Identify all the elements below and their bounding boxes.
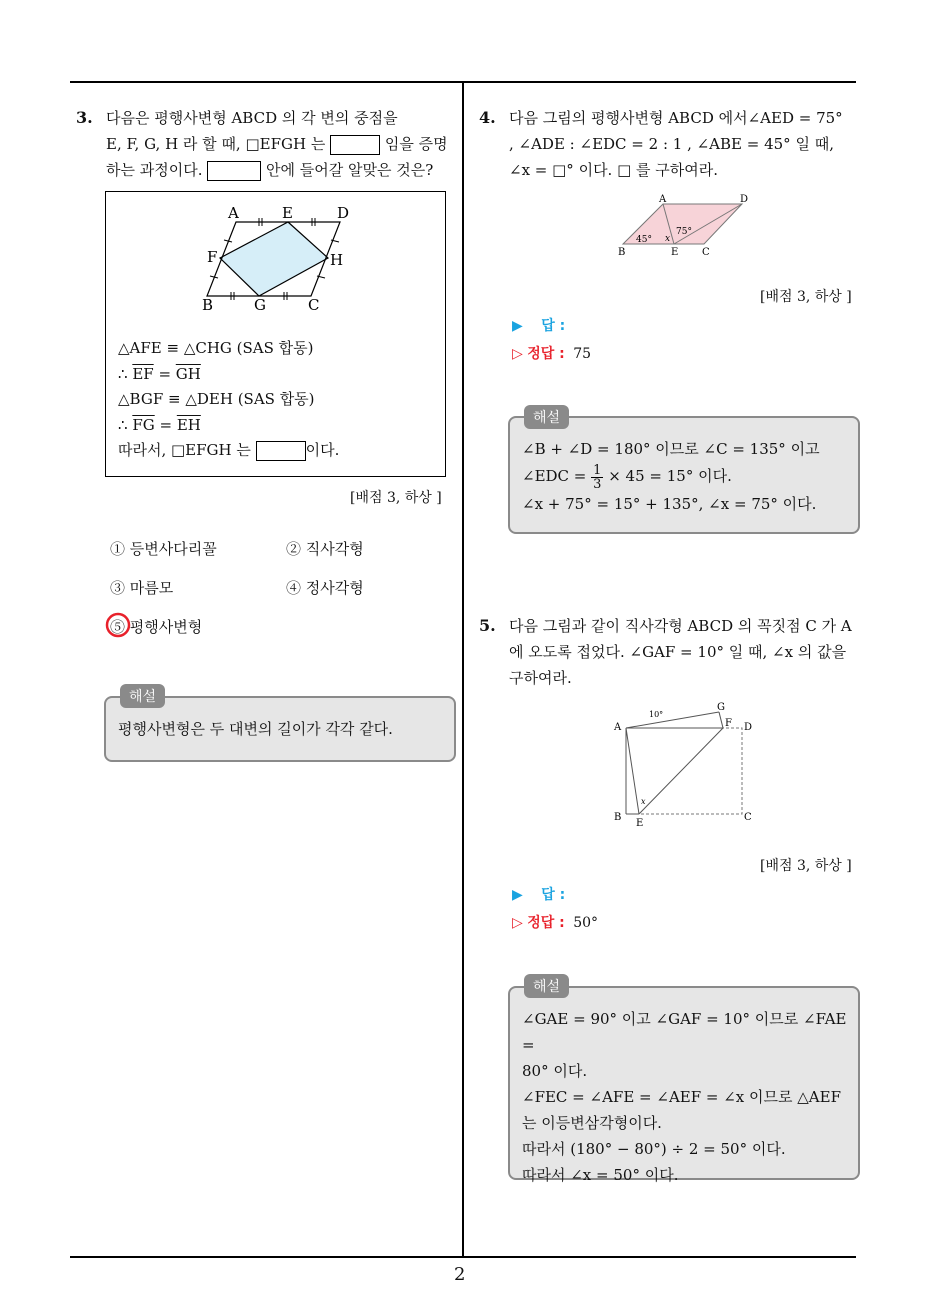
q5-expl-line1: ∠GAE = 90° 이고 ∠GAF = 10° 이므로 ∠FAE =	[522, 1010, 847, 1054]
q4-label-x: x	[665, 234, 671, 244]
q5-label-F: F	[725, 718, 732, 729]
q5-line3: 구하여라.	[509, 669, 572, 687]
q4-answer-row	[512, 315, 565, 335]
q3-blank-2	[207, 161, 261, 181]
q3-proof-line2: ∴ $\overline{EF} = \overline{GH}$	[118, 364, 201, 383]
q4-label-B: B	[618, 247, 626, 258]
q3-label-A: A	[228, 204, 239, 222]
q3-figure-box	[105, 191, 446, 477]
q3-parallelogram-figure	[106, 192, 445, 322]
q5-explanation-tag: 해설	[524, 974, 569, 998]
q5-line2: 에 오도록 접었다. ∠GAF = 10° 일 때, ∠x 의 값을	[509, 643, 847, 661]
q3-choice-3[interactable]: ③ 마름모	[110, 579, 174, 597]
q4-explanation-box	[508, 416, 860, 534]
q3-choice-5-mark: ⑤	[110, 618, 126, 636]
bottom-rule	[70, 1256, 856, 1258]
q4-expl-fraction: $\frac{1}{3}$	[593, 462, 602, 492]
q3-proof-line4: ∴ $\overline{FG} = \overline{EH}$	[118, 415, 201, 434]
q5-label-B: B	[614, 812, 622, 823]
q5-explanation-box	[508, 986, 860, 1184]
q4-label-45: 45°	[636, 235, 652, 245]
q3-blank-1	[330, 135, 380, 155]
q5-score: [배점 3, 하상 ]	[760, 858, 852, 874]
q4-parallelogram-figure	[612, 192, 772, 262]
q4-answer-label: 답 :	[541, 318, 566, 334]
question-4-text	[509, 105, 859, 183]
q5-correct-value: 50°	[573, 915, 599, 931]
column-divider	[462, 82, 464, 1257]
q3-line3-b: 안에 들어갈 알맞은 것은?	[266, 161, 434, 179]
q5-correct-label: 정답 :	[527, 915, 565, 931]
q5-answer-arrow-icon: ▶	[512, 887, 523, 903]
q3-line3	[106, 157, 454, 183]
q4-label-A: A	[659, 194, 667, 205]
q5-line1: 다음 그림과 같이 직사각형 ABCD 의 꼭짓점 C 가 A	[509, 617, 852, 635]
q4-explanation-text	[522, 436, 820, 517]
q5-rectangle-fold-figure	[608, 700, 768, 830]
q5-label-10: 10°	[649, 710, 664, 719]
q4-score: [배점 3, 하상 ]	[760, 289, 852, 305]
q4-expl-line3: ∠x + 75° = 15° + 135°, ∠x = 75° 이다.	[522, 494, 817, 513]
q3-line3-a: 하는 과정이다.	[106, 161, 203, 179]
q4-correct-arrow-icon: ▷	[512, 346, 523, 362]
q5-label-A: A	[614, 722, 622, 733]
q5-expl-line3: ∠FEC = ∠AFE = ∠AEF = ∠x 이므로 △AEF	[522, 1088, 841, 1106]
q3-label-H: H	[330, 251, 344, 269]
page-number: 2	[454, 1264, 466, 1285]
q3-blank-3	[256, 441, 306, 461]
q5-label-x: x	[641, 797, 646, 806]
q3-proof	[118, 336, 339, 464]
q3-quad-efgh	[220, 222, 328, 296]
q4-label-75: 75°	[676, 227, 692, 237]
q3-label-C: C	[308, 296, 320, 314]
q4-correct-value: 75	[573, 346, 592, 362]
q3-label-E: E	[282, 204, 293, 222]
q4-line3: ∠x = □° 이다. □ 를 구하여라.	[509, 161, 719, 179]
q3-line2-a: E, F, G, H 라 할 때, □EFGH 는	[106, 135, 326, 153]
q3-score: [배점 3, 하상 ]	[350, 490, 442, 506]
q4-expl-line1: ∠B + ∠D = 180° 이므로 ∠C = 135° 이고	[522, 440, 820, 458]
q3-choice-5-label: 평행사변형	[129, 618, 203, 636]
q3-label-G: G	[254, 296, 266, 314]
q5-answer-label: 답 :	[541, 887, 566, 903]
q3-proof-line5: 따라서, □EFGH 는 이다.	[118, 441, 340, 459]
q3-explanation-tag: 해설	[120, 684, 165, 708]
q3-choice-1[interactable]: ① 등변사다리꼴	[110, 540, 217, 558]
q3-line1: 다음은 평행사변형 ABCD 의 각 변의 중점을	[106, 109, 398, 127]
q5-answer-row	[512, 884, 565, 904]
q3-choice-2[interactable]: ② 직사각형	[286, 540, 364, 558]
answer-circle-icon	[103, 610, 133, 640]
q3-proof-line3: △BGF ≡ △DEH (SAS 합동)	[118, 390, 315, 408]
question-5-number: 5.	[479, 616, 496, 635]
q4-line2: , ∠ADE : ∠EDC = 2 : 1 , ∠ABE = 45° 일 때,	[509, 135, 834, 153]
q4-label-E: E	[671, 247, 679, 258]
q5-label-D: D	[744, 722, 753, 733]
q3-proof-line1: △AFE ≡ △CHG (SAS 합동)	[118, 339, 314, 357]
question-3-text	[106, 105, 454, 183]
q4-answer-arrow-icon: ▶	[512, 318, 523, 334]
q5-correct-arrow-icon: ▷	[512, 915, 523, 931]
q4-line1: 다음 그림의 평행사변형 ABCD 에서∠AED = 75°	[509, 109, 843, 127]
q3-label-B: B	[202, 296, 214, 314]
q3-label-F: F	[207, 248, 218, 266]
q3-line2	[106, 131, 454, 157]
q3-line2-b: 임을 증명	[384, 135, 448, 153]
q4-explanation-tag: 해설	[524, 405, 569, 429]
q5-expl-line6: 따라서 ∠x = 50° 이다.	[522, 1166, 679, 1184]
q4-label-C: C	[702, 247, 710, 258]
q5-expl-line4: 는 이등변삼각형이다.	[522, 1114, 662, 1132]
q3-label-D: D	[337, 204, 350, 222]
q5-label-E: E	[636, 818, 644, 829]
q3-explanation-text: 평행사변형은 두 대변의 길이가 각각 같다.	[118, 720, 393, 738]
question-4-number: 4.	[479, 108, 496, 127]
q4-expl-line2: ∠EDC = $\frac{1}{3}$ × 45 = 15° 이다.	[522, 462, 732, 492]
q4-correct-label: 정답 :	[527, 346, 565, 362]
q3-choice-4[interactable]: ④ 정사각형	[286, 579, 364, 597]
q5-label-G: G	[717, 702, 725, 713]
q5-expl-line5: 따라서 (180° − 80°) ÷ 2 = 50° 이다.	[522, 1140, 786, 1158]
q4-label-D: D	[740, 194, 749, 205]
q4-correct-row	[512, 343, 591, 363]
question-5-text	[509, 613, 859, 691]
q5-expl-line2: 80° 이다.	[522, 1062, 588, 1080]
q5-explanation-text	[522, 1006, 848, 1188]
question-3-number: 3.	[76, 108, 93, 127]
q5-correct-row	[512, 912, 598, 932]
q5-label-C: C	[744, 812, 752, 823]
